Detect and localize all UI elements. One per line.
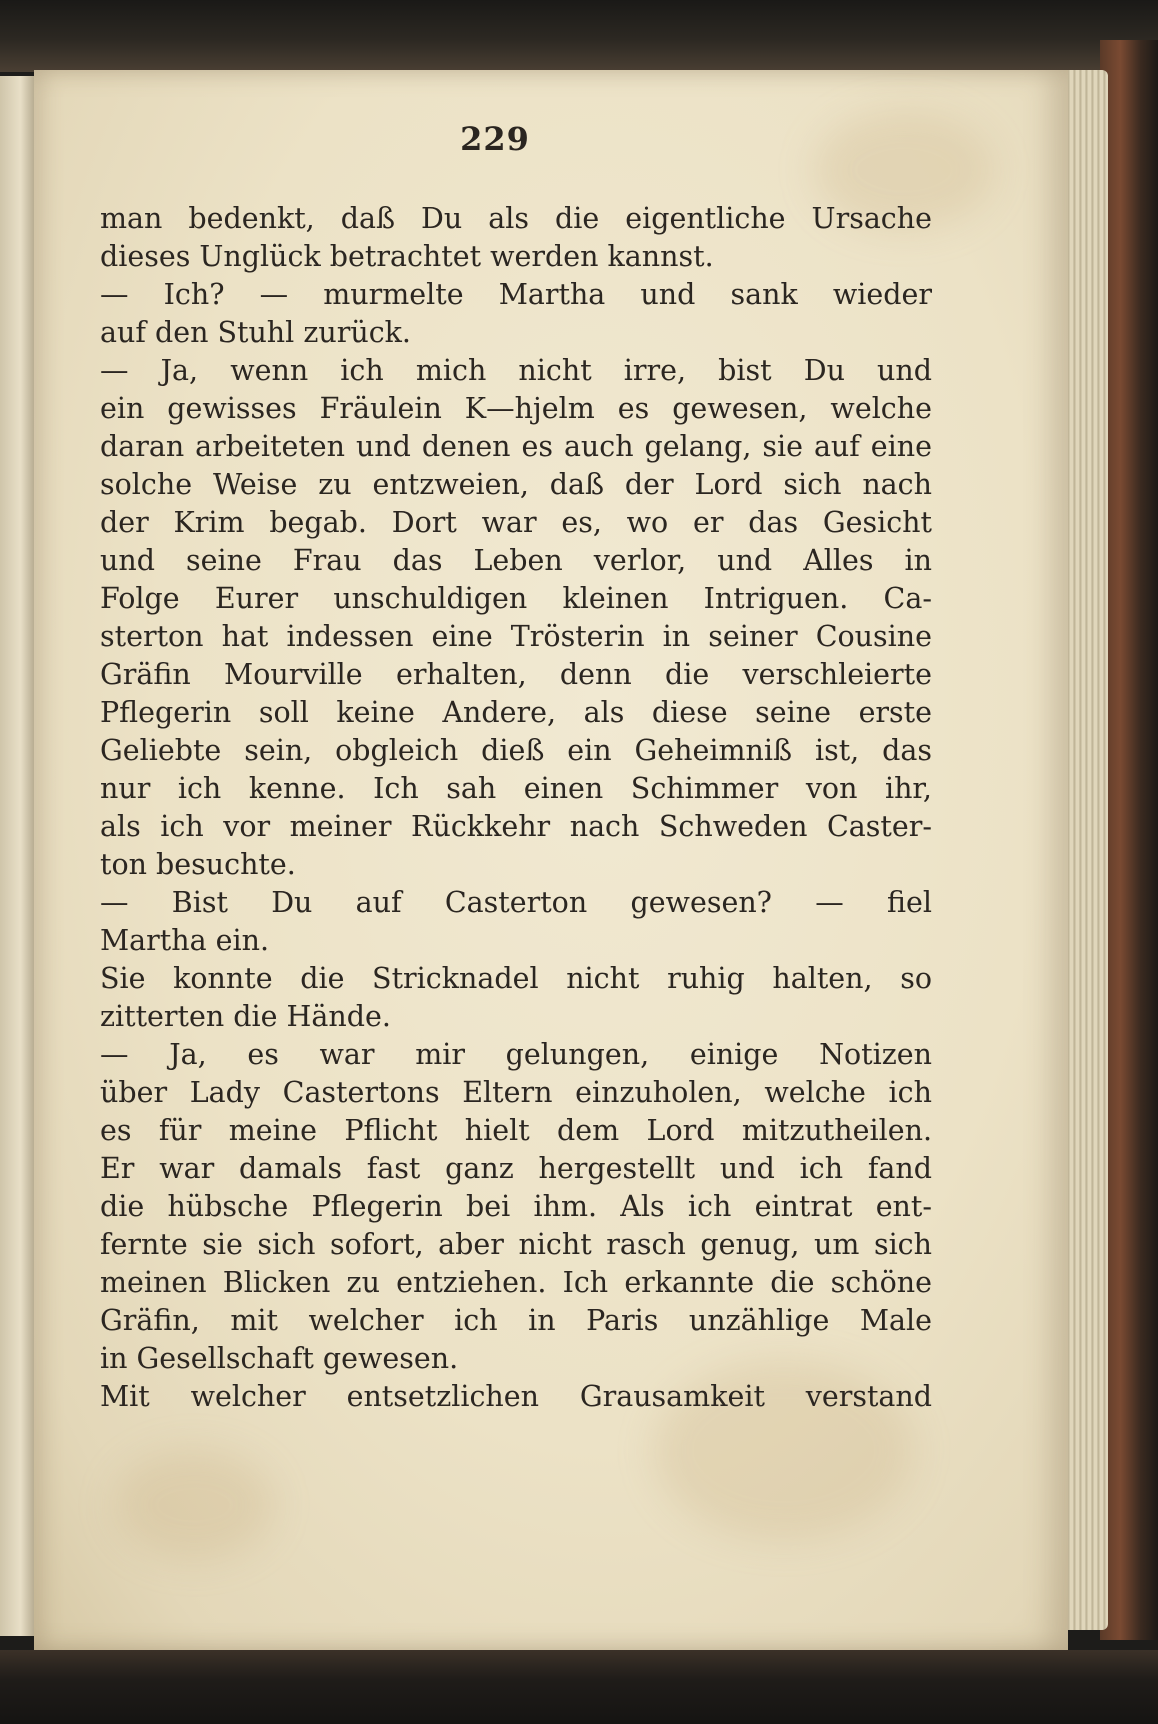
text-line: Pflegerin soll keine Andere, als diese seine erste xyxy=(100,696,932,729)
body-text xyxy=(100,200,932,1416)
paper-stain xyxy=(114,1450,274,1560)
book-cover-bottom xyxy=(0,1650,1158,1724)
text-line: zitterten die Hände. xyxy=(100,1000,391,1033)
text-line: — Ich? — murmelte Martha und sank wieder xyxy=(100,278,932,311)
text-line: fernte sie sich sofort, aber nicht rasch genug, um sich xyxy=(100,1228,932,1261)
text-line: in Gesellschaft gewesen. xyxy=(100,1342,459,1375)
text-line: der Krim begab. Dort war es, wo er das Gesicht xyxy=(100,506,932,539)
text-line: Martha ein. xyxy=(100,924,270,957)
text-line: die hübsche Pflegerin bei ihm. Als ich eintrat ent- xyxy=(100,1190,932,1223)
text-line: Er war damals fast ganz hergestellt und ich fand xyxy=(100,1152,932,1185)
text-line: — Ja, wenn ich mich nicht irre, bist Du und xyxy=(100,354,932,387)
text-line: ton besuchte. xyxy=(100,848,296,881)
text-line: — Bist Du auf Casterton gewesen? — fiel xyxy=(100,886,932,919)
text-line: über Lady Castertons Eltern einzuholen, welche ich xyxy=(100,1076,932,1109)
text-line: es für meine Pflicht hielt dem Lord mitzutheilen. xyxy=(100,1114,932,1147)
text-line: Gräfin, mit welcher ich in Paris unzählige Male xyxy=(100,1304,932,1337)
text-line: dieses Unglück betrachtet werden kannst. xyxy=(100,240,714,273)
text-line: daran arbeiteten und denen es auch gelang, sie auf eine xyxy=(100,430,932,463)
text-line: man bedenkt, daß Du als die eigentliche Ursache xyxy=(100,202,932,235)
text-line: und seine Frau das Leben verlor, und Alles in xyxy=(100,544,932,577)
book-cover-edge xyxy=(1100,40,1158,1640)
text-line: solche Weise zu entzweien, daß der Lord sich nach xyxy=(100,468,932,501)
text-line: meinen Blicken zu entziehen. Ich erkannte die schöne xyxy=(100,1266,932,1299)
text-line: nur ich kenne. Ich sah einen Schimmer von ihr, xyxy=(100,772,932,805)
text-line: auf den Stuhl zurück. xyxy=(100,316,411,349)
text-line: sterton hat indessen eine Trösterin in seiner Cousine xyxy=(100,620,932,653)
text-line: Folge Eurer unschuldigen kleinen Intriguen. Ca- xyxy=(100,582,932,615)
text-line: ein gewisses Fräulein K—hjelm es gewesen, welche xyxy=(100,392,932,425)
left-page-edge xyxy=(0,76,34,1636)
text-line: Mit welcher entsetzlichen Grausamkeit verstand xyxy=(100,1380,932,1413)
text-line: Sie konnte die Stricknadel nicht ruhig halten, so xyxy=(100,962,932,995)
text-line: — Ja, es war mir gelungen, einige Notizen xyxy=(100,1038,932,1071)
book-cover-top xyxy=(0,0,1158,72)
text-line: Gräfin Mourville erhalten, denn die verschleierte xyxy=(100,658,932,691)
page-number: 229 xyxy=(460,120,530,158)
text-line: Geliebte sein, obgleich dieß ein Geheimniß ist, das xyxy=(100,734,932,767)
text-line: als ich vor meiner Rückkehr nach Schweden Caster- xyxy=(100,810,932,843)
